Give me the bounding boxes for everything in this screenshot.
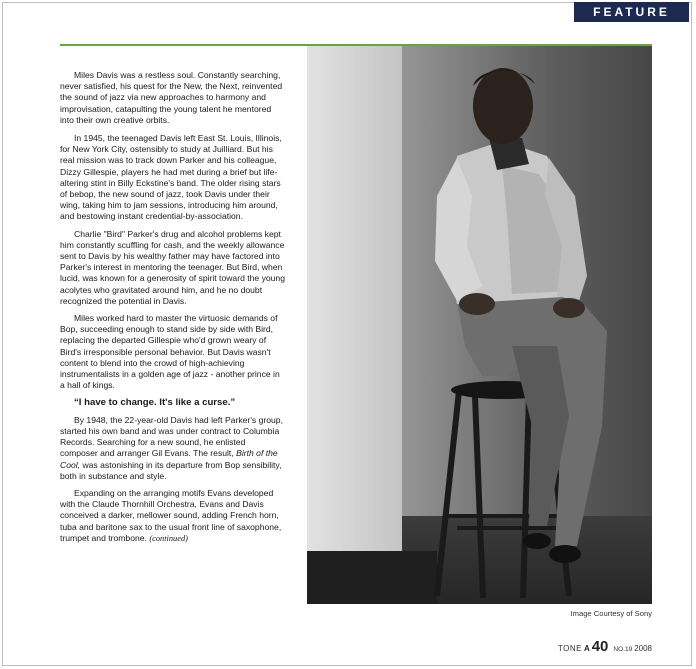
album-title: Birth of the Cool, (60, 448, 278, 470)
paragraph-5-text-a: By 1948, the 22-year-old Davis had left Parker's group, started his own band and was under contract to Columbia Records. Searching for a new sound, he enlisted composer and arranger Gil Evans. The result, (60, 414, 283, 459)
magazine-mark: A (583, 644, 590, 653)
paragraph-5-text-b: was astonishing in its departure from Bop sensibility, both in substance and style. (60, 459, 282, 481)
issue-year: 2008 (634, 644, 652, 653)
miles-davis-photo (307, 46, 652, 604)
paragraph-5 (60, 415, 285, 482)
paragraph-3: Charlie "Bird" Parker's drug and alcohol problems kept him constantly scuffling for cash, and the weekly allowance sent to Davis by his wealthy father may have factored into Parker's interest in mentoring the teenager. But Bird, when lucid, was known for a generosity of spirit toward the young acolytes who gravitated around him, and he no doubt recognized the potential in Davis. (60, 228, 285, 306)
paragraph-6-text: Expanding on the arranging motifs Evans developed with the Claude Thornhill Orchestra, Evans and Davis conceived a darker, mellower sound, adding French horn, tuba and baritone sax to the usual front line of saxophone, trumpet and trombone. (60, 487, 282, 543)
issue-number: NO.19 (613, 646, 633, 653)
paragraph-4: Miles worked hard to master the virtuosic demands of Bop, succeeding enough to stand side by side with Bird, replacing the departed Gillespie who'd grown weary of Bird's irresponsible personal behavior. But Davis wasn't content to blend into the crowd of high-achieving instrumentalists in a golden age of jazz - another prince in a hall of kings. (60, 313, 280, 391)
section-label: FEATURE (574, 2, 689, 22)
page-number: 40 (591, 638, 609, 655)
continued-marker: (continued) (149, 533, 188, 543)
article-subheading: “I have to change. It's like a curse.” (74, 397, 236, 409)
paragraph-2: In 1945, the teenaged Davis left East St. Louis, Illinois, for New York City, ostensibly to study at Juilliard. But his real mission was to track down Parker and his colleague, Dizzy Gillespie, players he had met during a brief but life-altering stint in Billy Eckstine's band. The older rising stars of bebop, the new sound of jazz, took Davis under their wing, taking him to jam sessions, introducing him around, and bestowing instant credential-by-association. (60, 133, 282, 222)
paragraph-1: Miles Davis was a restless soul. Constantly searching, never satisfied, his quest for the New, the Next, reinvented the sound of jazz via new approaches to harmony and improvisation, catapulting the young talent he mentored into their own creative orbits. (60, 70, 283, 125)
magazine-name: TONE (557, 644, 582, 653)
page-folio (558, 638, 652, 655)
photo-credit: Image Courtesy of Sony (570, 609, 652, 618)
article-body (60, 70, 285, 550)
paragraph-6 (60, 488, 285, 544)
